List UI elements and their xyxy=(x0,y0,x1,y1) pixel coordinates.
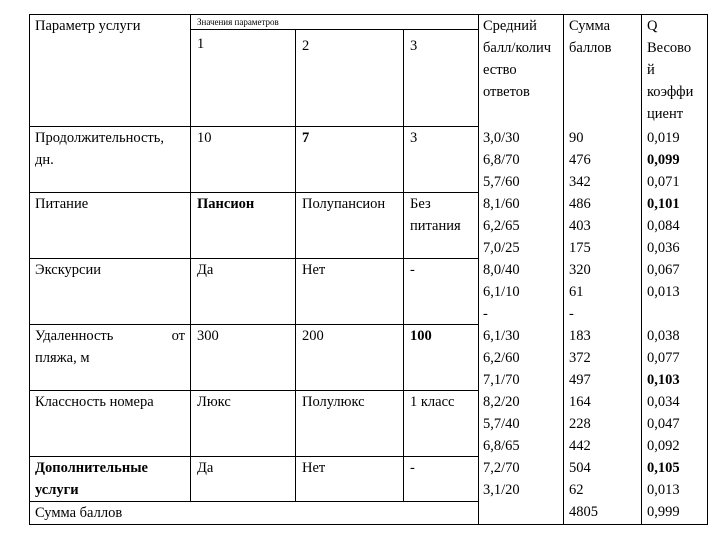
average-value: 8,0/40 xyxy=(483,262,520,278)
header-sum-line: Сумма xyxy=(569,18,611,34)
row-value-line: Без xyxy=(410,196,431,212)
row-room-v2: Полулюкс xyxy=(302,394,365,410)
row-name-line: дн. xyxy=(35,152,54,168)
row-distance-v2: 200 xyxy=(302,328,324,344)
weight-column-a xyxy=(647,127,680,303)
row-extra-v3: - xyxy=(410,460,415,476)
header-weight-line: коэффи xyxy=(647,84,694,100)
rule-bottom xyxy=(29,524,708,525)
average-value: 6,1/30 xyxy=(483,328,520,344)
row-excursions-v3: - xyxy=(410,262,415,278)
header-average xyxy=(483,15,551,103)
sum-value: 497 xyxy=(569,372,591,388)
header-values-group: Значения параметров xyxy=(197,17,279,27)
sum-value: 90 xyxy=(569,130,584,146)
rule-col-4 xyxy=(478,14,479,525)
header-sum-line: баллов xyxy=(569,40,612,56)
weight-value: 0,103 xyxy=(647,372,680,388)
row-excursions-name: Экскурсии xyxy=(35,262,101,278)
weight-value: 0,092 xyxy=(647,438,680,454)
rule-col-6 xyxy=(641,14,642,525)
weight-value: 0,099 xyxy=(647,152,680,168)
rule-left xyxy=(29,14,30,525)
row-extra-v2: Нет xyxy=(302,460,326,476)
average-value: 3,1/20 xyxy=(483,482,520,498)
average-column xyxy=(483,127,520,501)
sum-value: 228 xyxy=(569,416,591,432)
weight-value: 0,084 xyxy=(647,218,680,234)
row-duration-v1: 10 xyxy=(197,130,212,146)
row-name-line: Продолжительность, xyxy=(35,130,165,146)
sum-value: 175 xyxy=(569,240,591,256)
average-value: 7,1/70 xyxy=(483,372,520,388)
weight-value: 0,034 xyxy=(647,394,680,410)
header-average-line: балл/колич xyxy=(483,40,552,56)
row-duration-name xyxy=(35,127,164,171)
sum-value: 372 xyxy=(569,350,591,366)
rule-col-1 xyxy=(190,14,191,502)
sum-value: 62 xyxy=(569,482,584,498)
sum-value: 403 xyxy=(569,218,591,234)
header-weight-line: й xyxy=(647,62,655,78)
header-sum xyxy=(569,15,612,59)
average-value: 5,7/40 xyxy=(483,416,520,432)
average-value: 8,1/60 xyxy=(483,196,520,212)
row-extra-v1: Да xyxy=(197,460,214,476)
average-value: 6,2/65 xyxy=(483,218,520,234)
header-average-line: Средний xyxy=(483,18,537,34)
row-food-v1: Пансион xyxy=(197,196,255,212)
average-value: 6,8/65 xyxy=(483,438,520,454)
header-weight xyxy=(647,15,693,125)
row-name-line: услуги xyxy=(35,482,79,498)
weight-value: 0,047 xyxy=(647,416,680,432)
row-excursions-v2: Нет xyxy=(302,262,326,278)
average-value: - xyxy=(483,306,488,322)
sum-value: 504 xyxy=(569,460,591,476)
weight-value: 0,019 xyxy=(647,130,680,146)
sum-value: - xyxy=(569,306,574,322)
weight-value: 0,101 xyxy=(647,196,680,212)
rule-col-5 xyxy=(563,14,564,525)
average-value: 6,2/60 xyxy=(483,350,520,366)
row-food-v2: Полупансион xyxy=(302,196,386,212)
sum-value: 442 xyxy=(569,438,591,454)
rule-values-group xyxy=(190,29,478,30)
header-value-2: 2 xyxy=(302,38,310,54)
sum-column xyxy=(569,127,598,523)
weight-value: 0,077 xyxy=(647,350,680,366)
row-name-line: Удаленность от xyxy=(35,328,185,344)
average-value: 3,0/30 xyxy=(483,130,520,146)
sum-value: 486 xyxy=(569,196,591,212)
weight-value: 0,036 xyxy=(647,240,680,256)
rule-col-3 xyxy=(403,29,404,502)
header-average-line: ество xyxy=(483,62,517,78)
header-value-3: 3 xyxy=(410,38,418,54)
row-name-line: Дополнительные xyxy=(35,460,148,476)
row-distance-v3: 100 xyxy=(410,328,432,344)
header-param: Параметр услуги xyxy=(35,18,141,34)
sum-value: 164 xyxy=(569,394,591,410)
row-room-name: Классность номера xyxy=(35,394,154,410)
row-extra-name xyxy=(35,457,148,501)
row-distance-name xyxy=(35,325,185,369)
row-name-line: пляжа, м xyxy=(35,350,90,366)
header-value-1: 1 xyxy=(197,36,205,52)
row-duration-v2: 7 xyxy=(302,130,310,146)
header-weight-line: Q xyxy=(647,18,658,34)
weight-column-b xyxy=(647,325,680,523)
weight-value: 0,038 xyxy=(647,328,680,344)
header-weight-line: циент xyxy=(647,106,684,122)
weight-value: 0,013 xyxy=(647,284,680,300)
row-duration-v3: 3 xyxy=(410,130,418,146)
weight-value: 0,071 xyxy=(647,174,680,190)
row-value-line: питания xyxy=(410,218,461,234)
row-excursions-v1: Да xyxy=(197,262,214,278)
sum-value: 183 xyxy=(569,328,591,344)
row-food-name: Питание xyxy=(35,196,89,212)
average-value: 8,2/20 xyxy=(483,394,520,410)
header-average-line: ответов xyxy=(483,84,530,100)
total-label: Сумма баллов xyxy=(35,505,123,521)
average-value: 7,2/70 xyxy=(483,460,520,476)
row-distance-v1: 300 xyxy=(197,328,219,344)
sum-value: 320 xyxy=(569,262,591,278)
sum-value: 61 xyxy=(569,284,584,300)
weight-value: 0,105 xyxy=(647,460,680,476)
total-weight: 0,999 xyxy=(647,504,680,520)
average-value: 6,8/70 xyxy=(483,152,520,168)
header-weight-line: Весово xyxy=(647,40,692,56)
row-room-v1: Люкс xyxy=(197,394,231,410)
total-sum: 4805 xyxy=(569,504,598,520)
weight-value: 0,067 xyxy=(647,262,680,278)
row-food-v3 xyxy=(410,193,461,237)
average-value: 5,7/60 xyxy=(483,174,520,190)
rule-col-2 xyxy=(295,29,296,502)
sum-value: 476 xyxy=(569,152,591,168)
rule-right xyxy=(707,14,708,525)
row-room-v3: 1 класс xyxy=(410,394,455,410)
average-value: 7,0/25 xyxy=(483,240,520,256)
weight-value: 0,013 xyxy=(647,482,680,498)
average-value: 6,1/10 xyxy=(483,284,520,300)
sum-value: 342 xyxy=(569,174,591,190)
